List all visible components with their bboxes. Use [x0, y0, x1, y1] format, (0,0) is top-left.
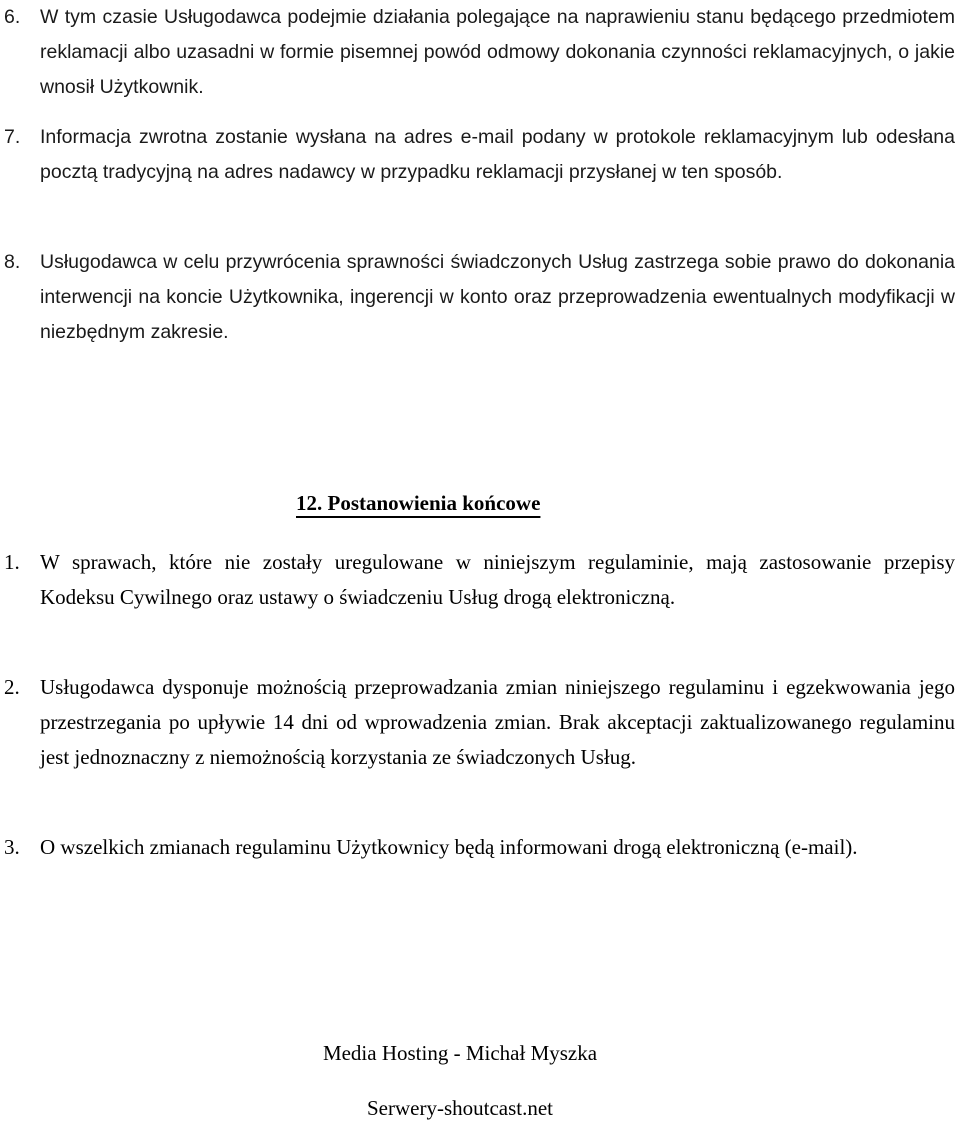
item-text: W tym czasie Usługodawca podejmie działania polegające na naprawieniu stanu będącego przedmiotem reklamacji albo uzasadni w formie pisemnej powód odmowy dokonania czynności reklamacyjnych, o jakie wnosił Użytkownik. [40, 6, 955, 98]
item-number: 7. [4, 126, 21, 148]
footer-company: Media Hosting - Michał Myszka [322, 1041, 598, 1065]
item-number: 3. [4, 835, 20, 859]
item-number: 1. [4, 550, 20, 574]
item-text: Usługodawca dysponuje możnością przeprowadzania zmian niniejszego regulaminu i egzekwowania jego przestrzegania po upływie 14 dni od wprowadzenia zmian. Brak akceptacji zaktualizowanego regulaminu jest jednoznaczny z niemożnością korzystania ze świadczonych Usług. [40, 675, 955, 769]
item-text: O wszelkich zmianach regulaminu Użytkownicy będą informowani drogą elektroniczną (e-mail). [40, 835, 858, 859]
item-number: 6. [4, 6, 21, 28]
item-text: W sprawach, które nie zostały uregulowane w niniejszym regulaminie, mają zastosowanie przepisy Kodeksu Cywilnego oraz ustawy o świadczeniu Usług drogą elektroniczną. [40, 550, 955, 609]
item-number: 2. [4, 675, 20, 699]
item-number: 8. [4, 251, 21, 273]
section-heading: 12. Postanowienia końcowe [296, 491, 541, 515]
item-text: Informacja zwrotna zostanie wysłana na adres e-mail podany w protokole reklamacyjnym lub odesłana pocztą tradycyjną na adres nadawcy w przypadku reklamacji przysłanej w ten sposób. [40, 126, 955, 183]
item-text: Usługodawca w celu przywrócenia sprawności świadczonych Usług zastrzega sobie prawo do dokonania interwencji na koncie Użytkownika, ingerencji w konto oraz przeprowadzenia ewentualnych modyfikacji w niezbędnym zakresie. [40, 251, 955, 343]
footer-website: Serwery-shoutcast.net [366, 1096, 554, 1120]
